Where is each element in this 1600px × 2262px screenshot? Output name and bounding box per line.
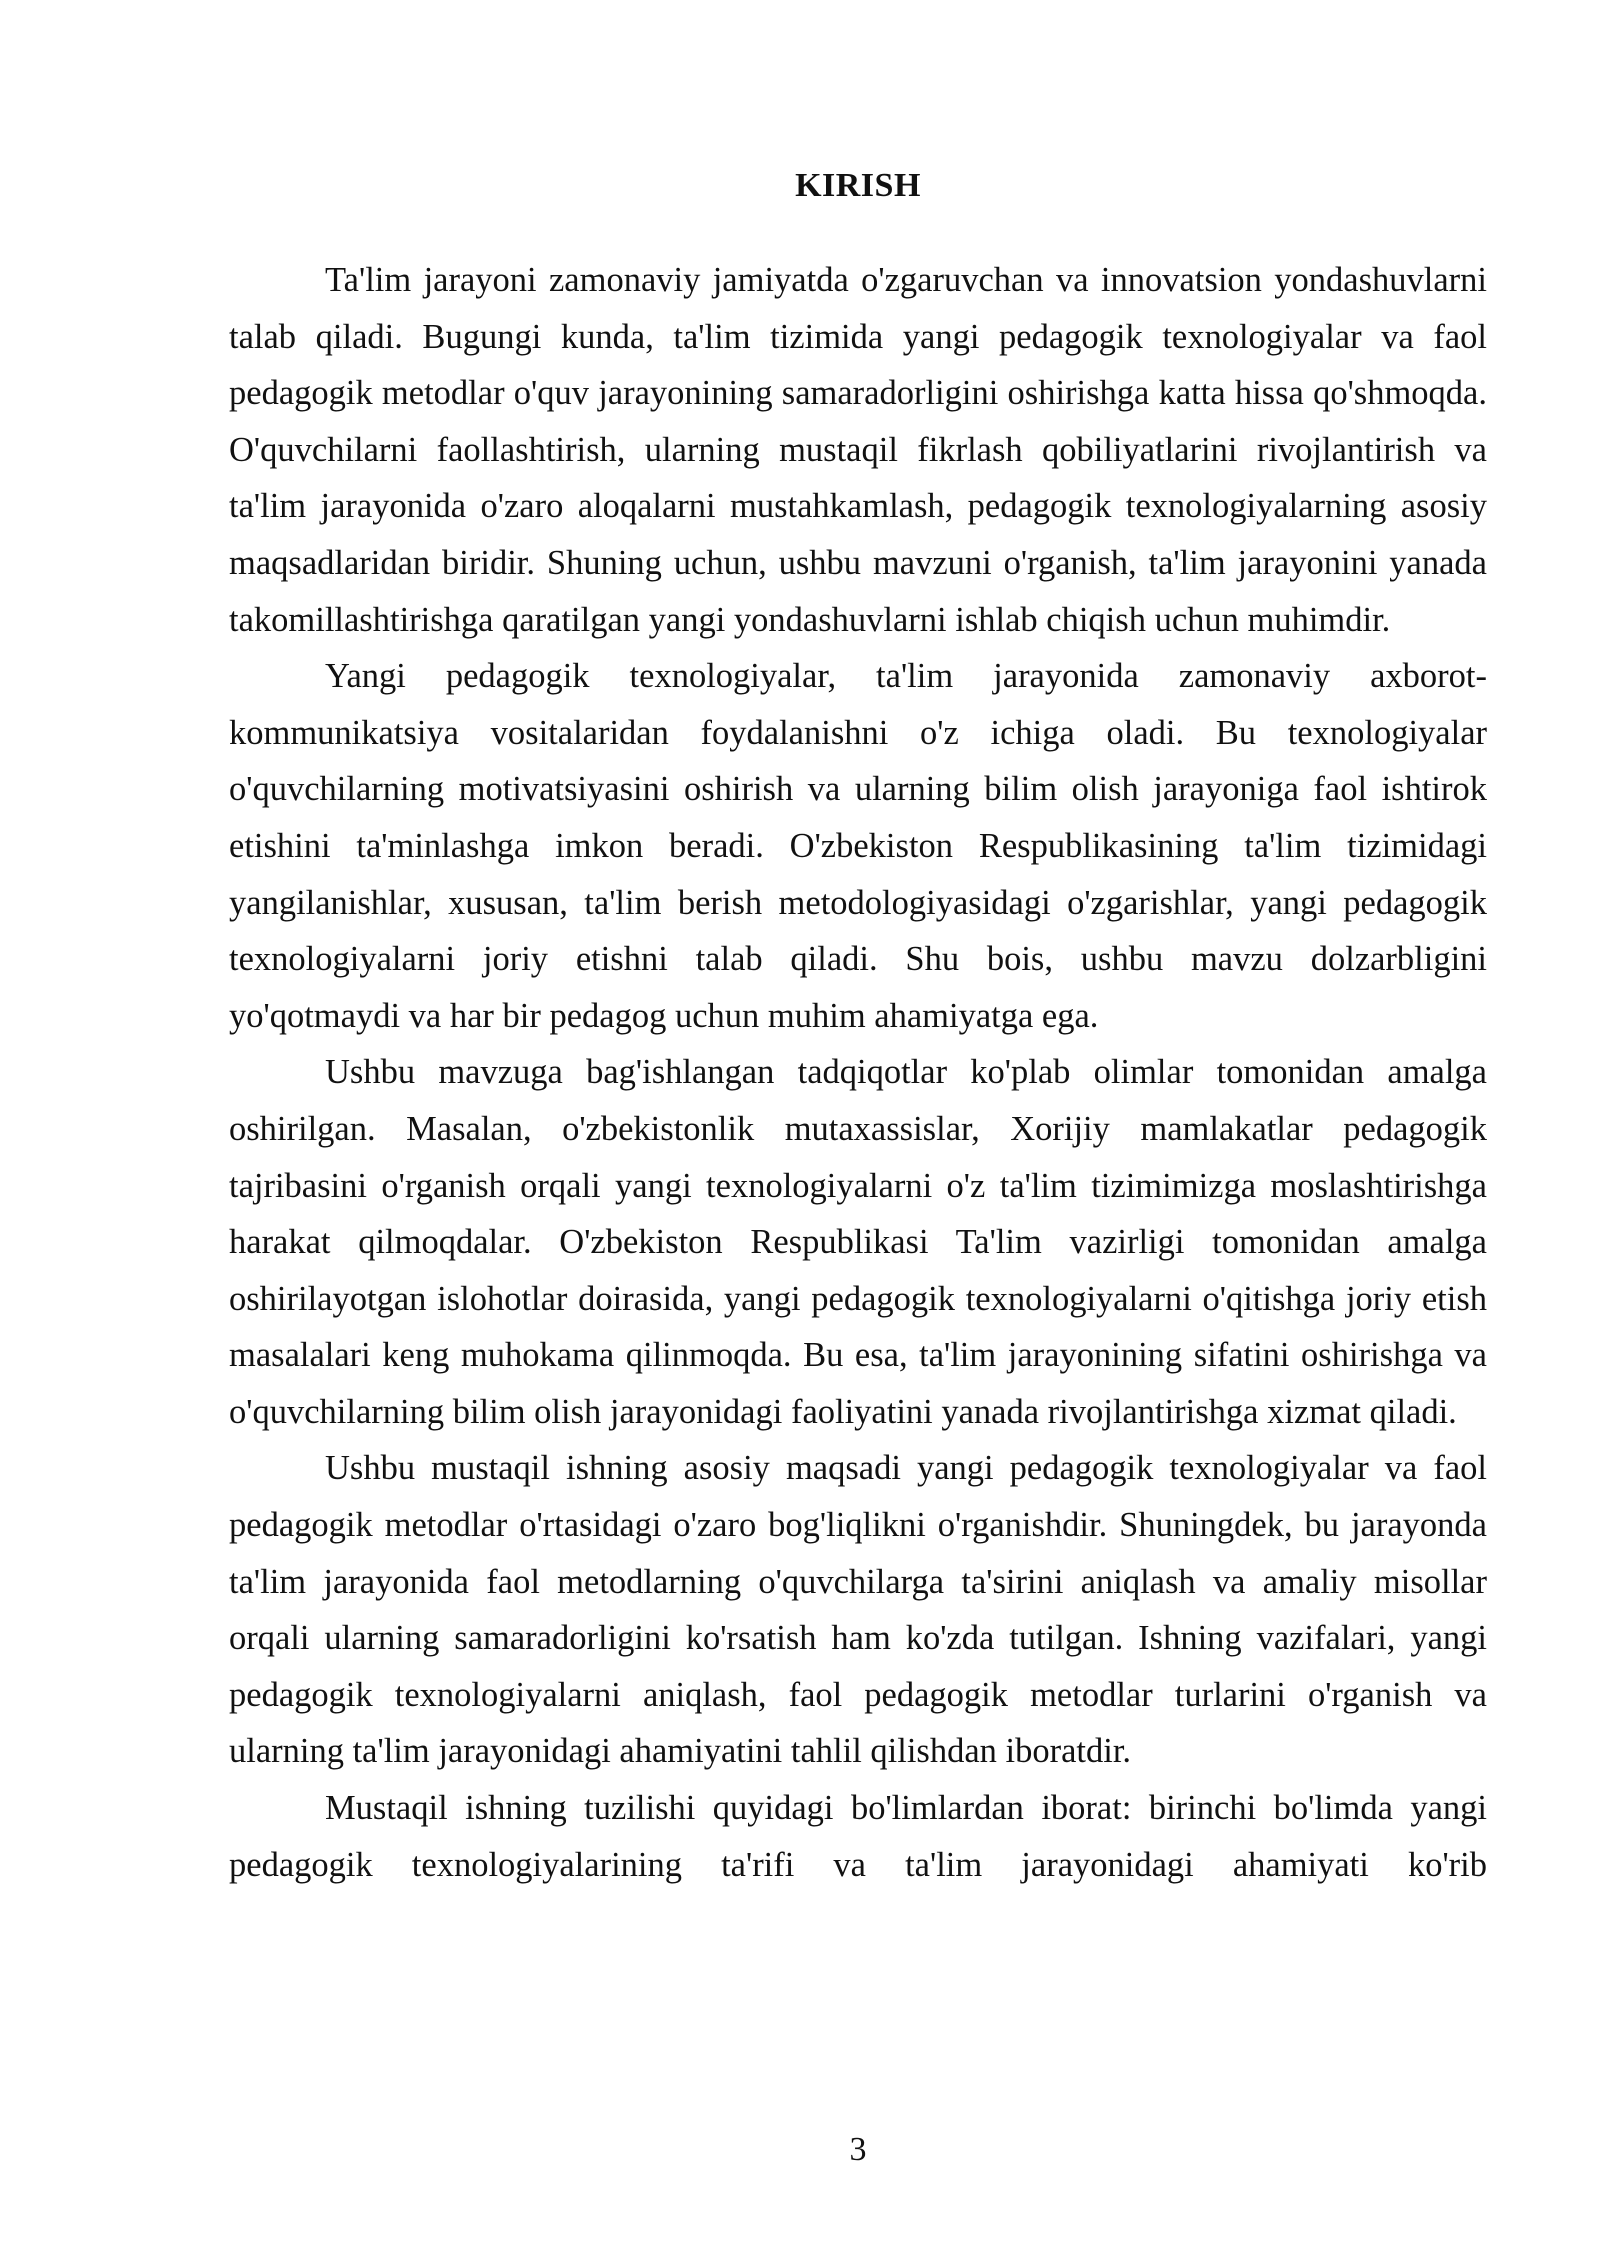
paragraph: Ushbu mustaqil ishning asosiy maqsadi yangi pedagogik texnologiyalar va faol pedagogik metodlar o'rtasidagi o'zaro bog'liqlikni o'rganishdir. Shuningdek, bu jarayonda ta'lim jarayonida faol metodlarning o'quvchilarga ta'sirini aniqlash va amaliy misollar orqali ularning samaradorligini ko'rsatish ham ko'zda tutilgan. Ishning vazifalari, yangi pedagogik texnologiyalarni aniqlash, faol pedagogik metodlar turlarini o'rganish va ularning ta'lim jarayonidagi ahamiyatini tahlil qilishdan iboratdir.: [229, 1449, 1487, 1771]
paragraph: Mustaqil ishning tuzilishi quyidagi bo'limlardan iborat: birinchi bo'limda yangi pedagogik texnologiyalarining ta'rifi va ta'lim jarayonidagi ahamiyati ko'rib: [229, 1789, 1487, 1884]
body-text: [229, 252, 1487, 1893]
page-title: KIRISH: [795, 167, 921, 204]
paragraph: Yangi pedagogik texnologiyalar, ta'lim jarayonida zamonaviy axborot-kommunikatsiya vositalaridan foydalanishni o'z ichiga oladi. Bu texnologiyalar o'quvchilarning motivatsiyasini oshirish va ularning bilim olish jarayoniga faol ishtirok etishini ta'minlashga imkon beradi. O'zbekiston Respublikasining ta'lim tizimidagi yangilanishlar, xususan, ta'lim berish metodologiyasidagi o'zgarishlar, yangi pedagogik texnologiyalarni joriy etishni talab qiladi. Shu bois, ushbu mavzu dolzarbligini yo'qotmaydi va har bir pedagog uchun muhim ahamiyatga ega.: [229, 657, 1487, 1035]
page-number: 3: [849, 2131, 867, 2168]
paragraph: Ushbu mavzuga bag'ishlangan tadqiqotlar ko'plab olimlar tomonidan amalga oshirilgan. Masalan, o'zbekistonlik mutaxassislar, Xorijiy mamlakatlar pedagogik tajribasini o'rganish orqali yangi texnologiyalarni o'z ta'lim tizimimizga moslashtirishga harakat qilmoqdalar. O'zbekiston Respublikasi Ta'lim vazirligi tomonidan amalga oshirilayotgan islohotlar doirasida, yangi pedagogik texnologiyalarni o'qitishga joriy etish masalalari keng muhokama qilinmoqda. Bu esa, ta'lim jarayonining sifatini oshirishga va o'quvchilarning bilim olish jarayonidagi faoliyatini yanada rivojlantirishga xizmat qiladi.: [229, 1053, 1487, 1431]
paragraph: Ta'lim jarayoni zamonaviy jamiyatda o'zgaruvchan va innovatsion yondashuvlarni talab qiladi. Bugungi kunda, ta'lim tizimida yangi pedagogik texnologiyalar va faol pedagogik metodlar o'quv jarayonining samaradorligini oshirishga katta hissa qo'shmoqda. O'quvchilarni faollashtirish, ularning mustaqil fikrlash qobiliyatlarini rivojlantirish va ta'lim jarayonida o'zaro aloqalarni mustahkamlash, pedagogik texnologiyalarning asosiy maqsadlaridan biridir. Shuning uchun, ushbu mavzuni o'rganish, ta'lim jarayonini yanada takomillashtirishga qaratilgan yangi yondashuvlarni ishlab chiqish uchun muhimdir.: [229, 261, 1487, 639]
